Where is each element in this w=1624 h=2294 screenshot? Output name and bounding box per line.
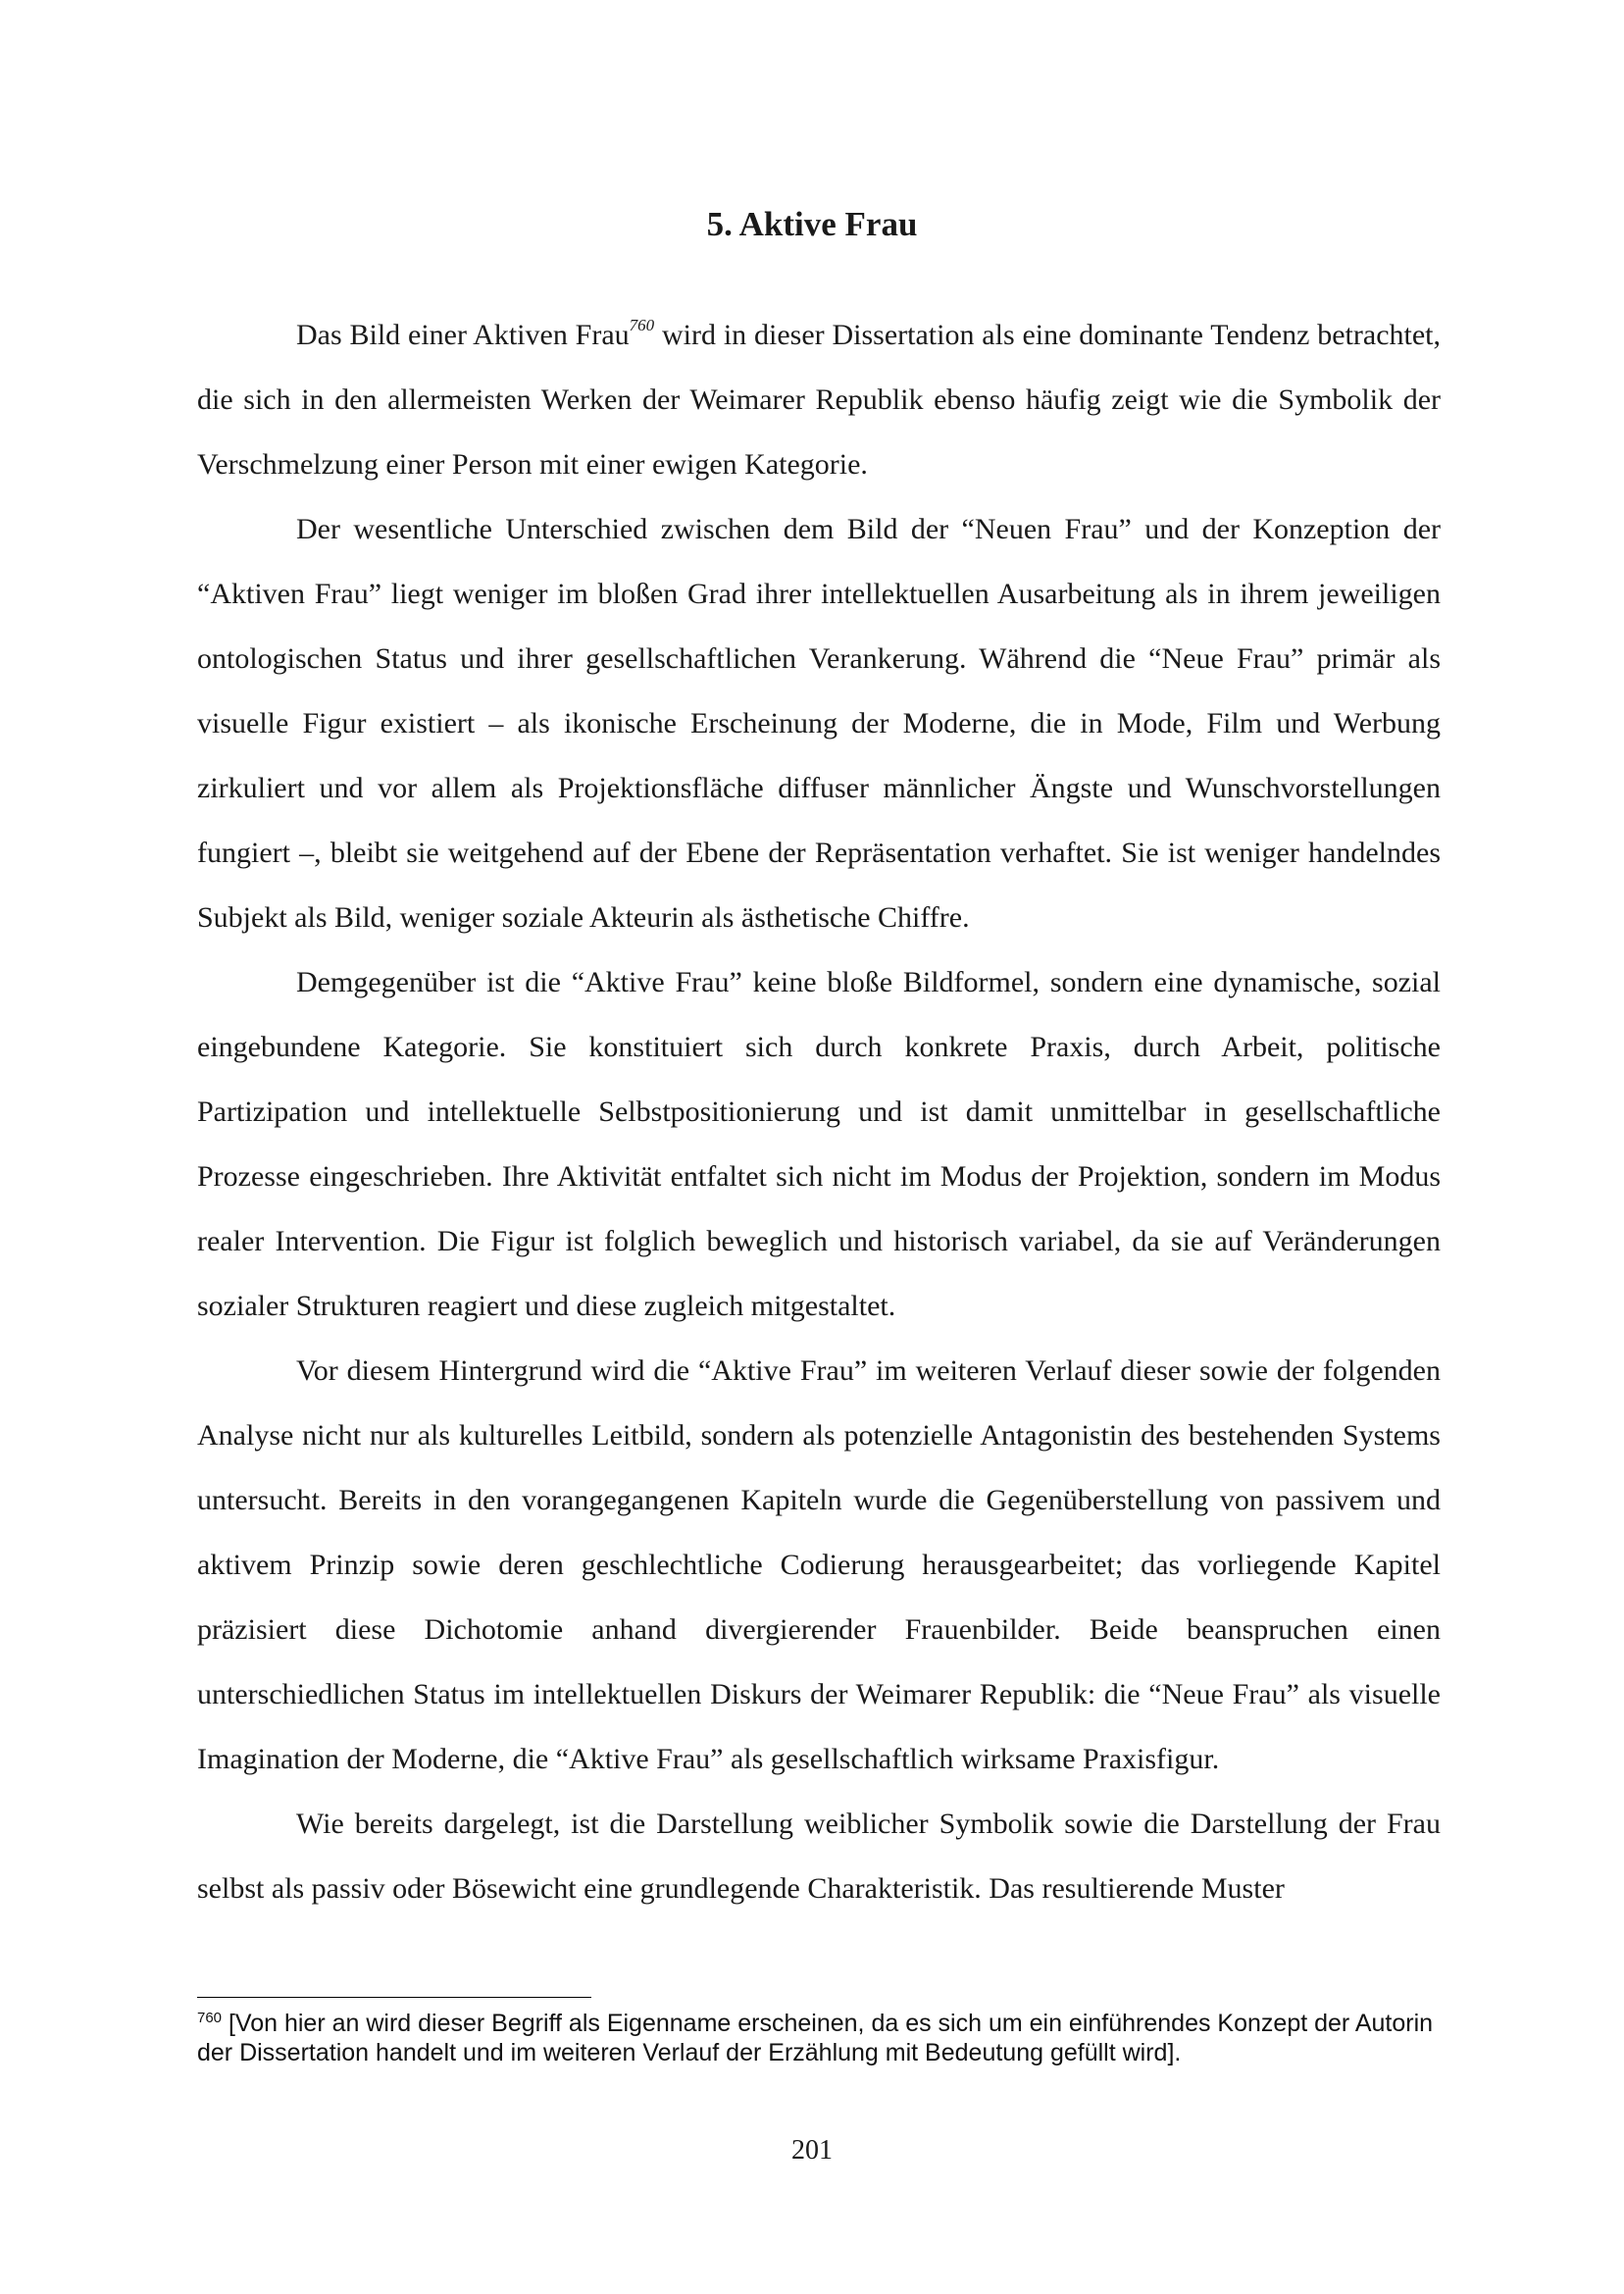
chapter-title: 5. Aktive Frau: [706, 205, 918, 243]
paragraph-2: Der wesentliche Unterschied zwischen dem Bild der “Neuen Frau” und der Konzeption der “Aktiven Frau” liegt weniger im bloßen Grad ihrer intellektuellen Ausarbeitung als in ihrem jeweiligen ontologischen Status und ihrer gesellschaftlichen Verankerung. Während die “Neue Frau” primär als visuelle Figur existiert – als ikonische Erscheinung der Moderne, die in Mode, Film und Werbung zirkuliert und vor allem als Projektionsfläche diffuser männlicher Ängste und Wunschvorstellungen fungiert –, bleibt sie weitgehend auf der Ebene der Repräsentation verhaftet. Sie ist weniger handelndes Subjekt als Bild, weniger soziale Akteurin als ästhetische Chiffre.: [197, 513, 1441, 934]
body-text: [197, 303, 1441, 1921]
footnote-reference[interactable]: 760: [629, 316, 655, 334]
footnote-separator: [197, 1997, 591, 1998]
paragraph-5: Wie bereits dargelegt, ist die Darstellung weiblicher Symbolik sowie die Darstellung der Frau selbst als passiv oder Bösewicht eine grundlegende Charakteristik. Das resultierende Muster: [197, 1808, 1441, 1905]
footnote: [197, 2009, 1441, 2067]
paragraph-1-text-start: Das Bild einer Aktiven Frau: [296, 319, 630, 351]
paragraph-4: Vor diesem Hintergrund wird die “Aktive Frau” im weiteren Verlauf dieser sowie der folgenden Analyse nicht nur als kulturelles Leitbild, sondern als potenzielle Antagonistin des bestehenden Systems untersucht. Bereits in den vorangegangenen Kapiteln wurde die Gegenüberstellung von passivem und aktivem Prinzip sowie deren geschlechtliche Codierung herausgearbeitet; das vorliegende Kapitel präzisiert diese Dichotomie anhand divergierender Frauenbilder. Beide beanspruchen einen unterschiedlichen Status im intellektuellen Diskurs der Weimarer Republik: die “Neue Frau” als visuelle Imagination der Moderne, die “Aktive Frau” als gesellschaftlich wirksame Praxisfigur.: [197, 1354, 1441, 1775]
page-number: 201: [791, 2135, 833, 2166]
footnote-text: [Von hier an wird dieser Begriff als Eigenname erscheinen, da es sich um ein einführendes Konzept der Autorin der Dissertation handelt und im weiteren Verlauf der Erzählung mit Bedeutung gefüllt wird].: [197, 2010, 1434, 2066]
paragraph-1: [197, 303, 1441, 497]
paragraph-3: Demgegenüber ist die “Aktive Frau” keine bloße Bildformel, sondern eine dynamische, sozial eingebundene Kategorie. Sie konstituiert sich durch konkrete Praxis, durch Arbeit, politische Partizipation und intellektuelle Selbstpositionierung und ist damit unmittelbar in gesellschaftliche Prozesse eingeschrieben. Ihre Aktivität entfaltet sich nicht im Modus der Projektion, sondern im Modus realer Intervention. Die Figur ist folglich beweglich und historisch variabel, da sie auf Veränderungen sozialer Strukturen reagiert und diese zugleich mitgestaltet.: [197, 966, 1441, 1322]
paragraph-1-text-end: wird in dieser Dissertation als eine dominante Tendenz betrachtet, die sich in den allermeisten Werken der Weimarer Republik ebenso häufig zeigt wie die Symbolik der Verschmelzung einer Person mit einer ewigen Kategorie.: [197, 319, 1441, 481]
footnote-number: 760: [197, 2010, 223, 2026]
